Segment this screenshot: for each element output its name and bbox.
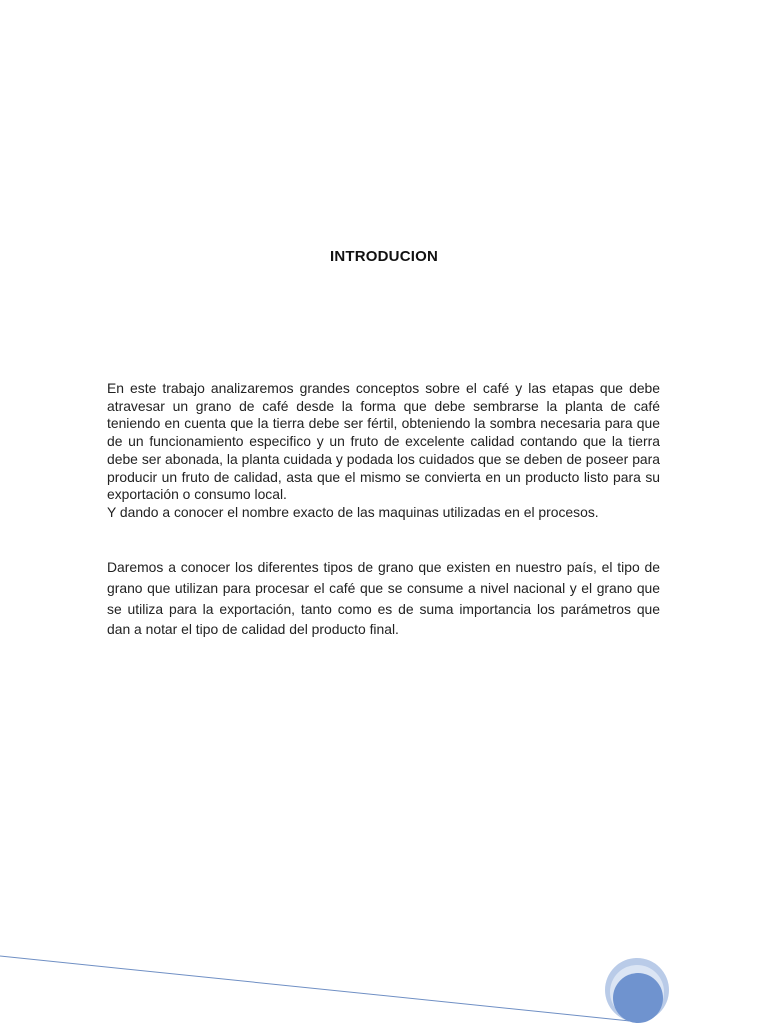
intro-paragraph-1-line-2: Y dando a conocer el nombre exacto de las maquinas utilizadas en el procesos. [107, 503, 599, 520]
intro-paragraph-2: Daremos a conocer los diferentes tipos de grano que existen en nuestro país, el tipo de grano que utilizan para procesar el café que se consume a nivel nacional y el grano que se utiliza para la exportación, tanto como es de suma importancia los parámetros que dan a notar el tipo de calidad del producto final. [107, 559, 660, 638]
footer-diagonal-line [0, 956, 640, 1022]
page-title: INTRODUCION [329, 248, 439, 265]
intro-paragraph-1-text: En este trabajo analizaremos grandes conceptos sobre el café y las etapas que debe atravesar un grano de café desde la forma que debe sembrarse la planta de café teniendo en cuenta que la tierra debe ser fértil, obteniendo la sombra necesaria para que de un funcionamiento especifico y un fruto de excelente calidad contando que la tierra debe ser abonada, la planta cuidada y podada los cuidados que se deben de poseer para producir un fruto de calidad, asta que el mismo se convierta en un producto listo para su exportación o consumo local. [107, 380, 660, 503]
footer-circle-inner [613, 973, 663, 1023]
